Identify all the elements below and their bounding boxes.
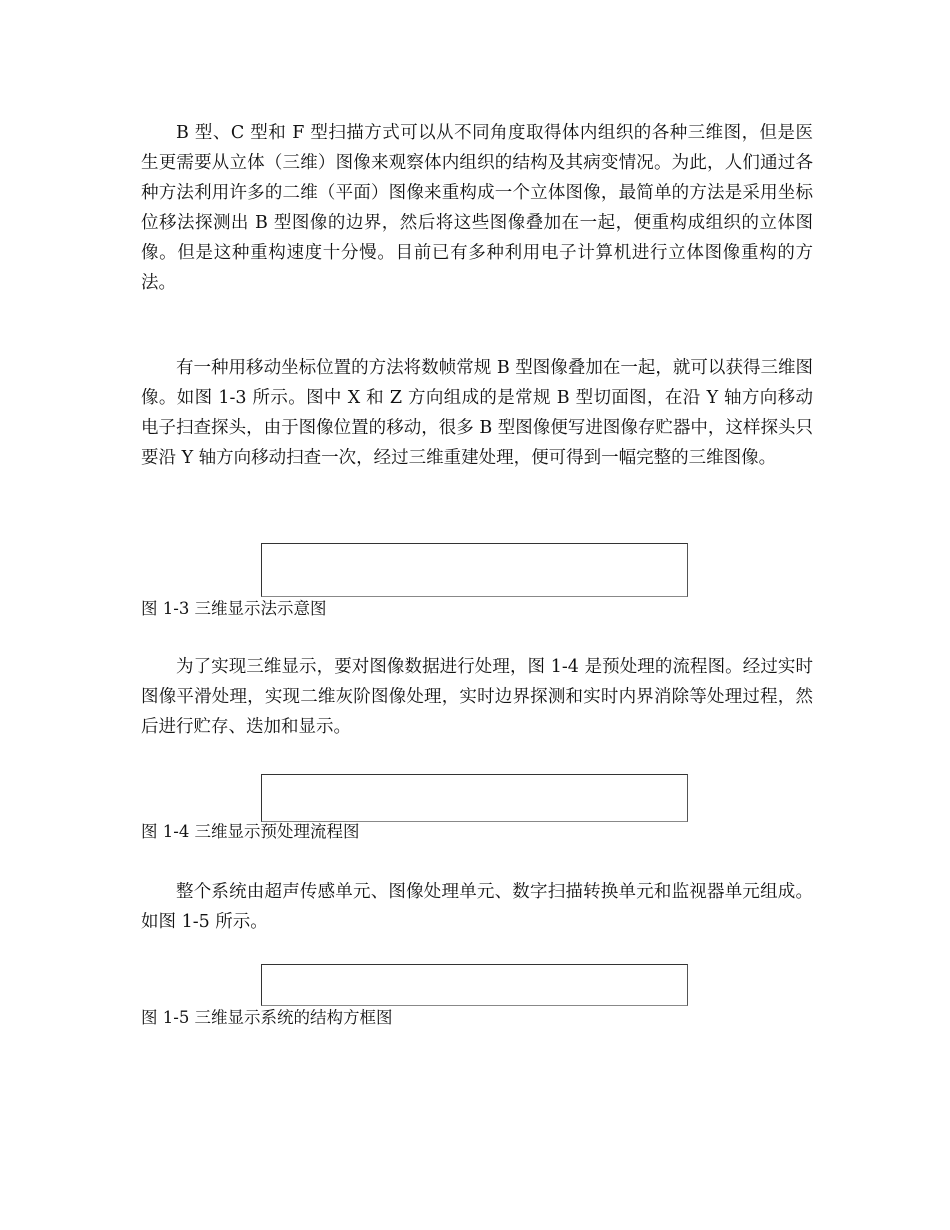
figure-1-5-caption: 图 1-5 三维显示系统的结构方框图: [141, 1008, 393, 1027]
figure-1-4-placeholder: [261, 774, 688, 822]
paragraph-system-structure: 整个系统由超声传感单元、图像处理单元、数字扫描转换单元和监视器单元组成。如图 1-5 所示。: [141, 882, 813, 932]
figure-1-5-placeholder: [261, 964, 688, 1006]
paragraph-preprocessing: 为了实现三维显示，要对图像数据进行处理，图 1-4 是预处理的流程图。经过实时图像平滑处理，实现二维灰阶图像处理，实时边界探测和实时内界消除等处理过程，然后进行贮存、迭加和显示。: [141, 657, 813, 737]
paragraph-coordinate-shift-method: 有一种用移动坐标位置的方法将数帧常规 B 型图像叠加在一起，就可以获得三维图像。如图 1-3 所示。图中 X 和 Z 方向组成的是常规 B 型切面图，在沿 Y 轴方向移动电子扫查探头，由于图像位置的移动，很多 B 型图像便写进图像存贮器中，这样探头只要沿 Y 轴方向移动扫查一次，经过三维重建处理，便可得到一幅完整的三维图像。: [141, 358, 813, 468]
figure-1-4-caption: 图 1-4 三维显示预处理流程图: [141, 822, 360, 841]
figure-1-3-caption: 图 1-3 三维显示法示意图: [141, 599, 327, 618]
paragraph-3d-imaging-intro: B 型、C 型和 F 型扫描方式可以从不同角度取得体内组织的各种三维图，但是医生更需要从立体（三维）图像来观察体内组织的结构及其病变情况。为此，人们通过各种方法利用许多的二维（平面）图像来重构成一个立体图像，最简单的方法是采用坐标位移法探测出 B 型图像的边界，然后将这些图像叠加在一起，便重构成组织的立体图像。但是这种重构速度十分慢。目前已有多种利用电子计算机进行立体图像重构的方法。: [141, 123, 813, 293]
figure-1-3-placeholder: [261, 543, 688, 597]
